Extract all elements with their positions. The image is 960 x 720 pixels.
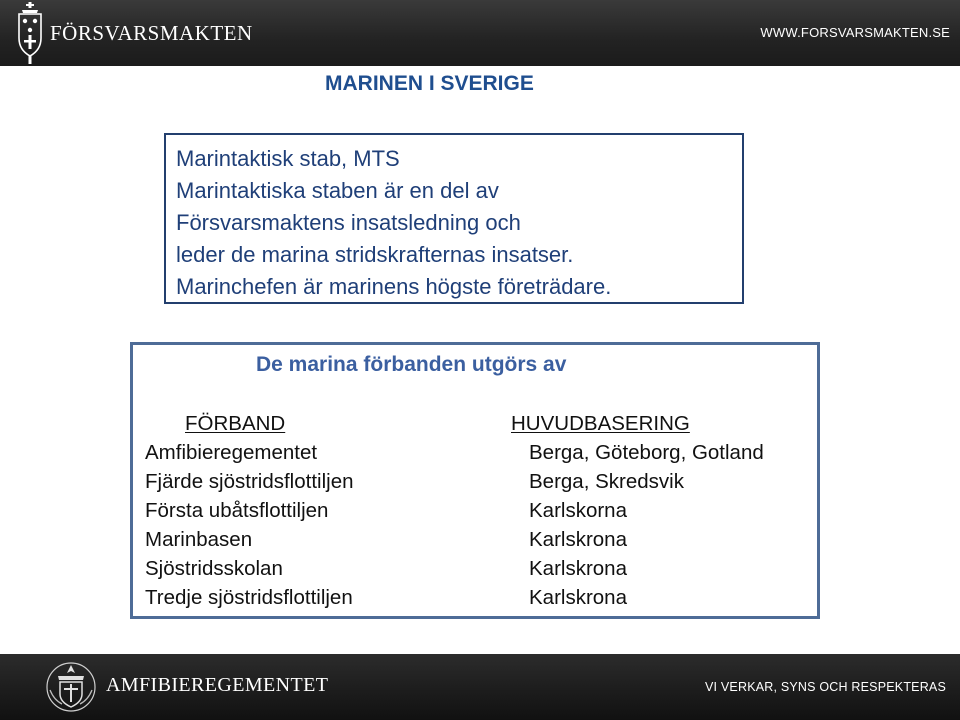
brand-name: FÖRSVARSMAKTEN <box>50 21 253 45</box>
unit-name: Marinbasen <box>145 528 253 551</box>
intro-line: Försvarsmaktens insatsledning och <box>176 210 521 235</box>
units-heading: De marina förbanden utgörs av <box>256 353 567 376</box>
column-header-base: HUVUDBASERING <box>511 412 690 435</box>
units-table-box <box>130 342 820 619</box>
unit-base: Karlskrona <box>529 528 627 551</box>
column-header-unit: FÖRBAND <box>185 412 286 435</box>
page-title: MARINEN I SVERIGE <box>325 72 534 95</box>
unit-base: Karlskorna <box>529 499 627 522</box>
motto: VI VERKAR, SYNS OCH RESPEKTERAS <box>705 680 946 694</box>
unit-name-footer: AMFIBIEREGEMENTET <box>106 674 329 696</box>
intro-line: Marintaktisk stab, MTS <box>176 146 400 171</box>
intro-line: Marintaktiska staben är en del av <box>176 178 499 203</box>
unit-base: Karlskrona <box>529 586 627 609</box>
three-crowns-crest-icon <box>16 2 44 64</box>
website-link[interactable]: WWW.FORSVARSMAKTEN.SE <box>760 25 950 40</box>
intro-text-box <box>164 133 744 304</box>
footer-bar <box>0 654 960 720</box>
unit-base: Karlskrona <box>529 557 627 580</box>
intro-line: Marinchefen är marinens högste företrädare. <box>176 274 612 299</box>
regiment-emblem-icon <box>44 660 98 714</box>
unit-column <box>145 409 354 612</box>
unit-name: Fjärde sjöstridsflottiljen <box>145 470 354 493</box>
unit-name: Sjöstridsskolan <box>145 557 283 580</box>
intro-line: leder de marina stridskrafternas insatser. <box>176 242 574 267</box>
header-bar <box>0 0 960 66</box>
unit-name: Amfibieregementet <box>145 441 318 464</box>
unit-name: Tredje sjöstridsflottiljen <box>145 586 353 609</box>
unit-base: Berga, Skredsvik <box>529 470 684 493</box>
unit-name: Första ubåtsflottiljen <box>145 499 329 522</box>
unit-base: Berga, Göteborg, Gotland <box>529 441 764 464</box>
base-column <box>511 409 764 612</box>
